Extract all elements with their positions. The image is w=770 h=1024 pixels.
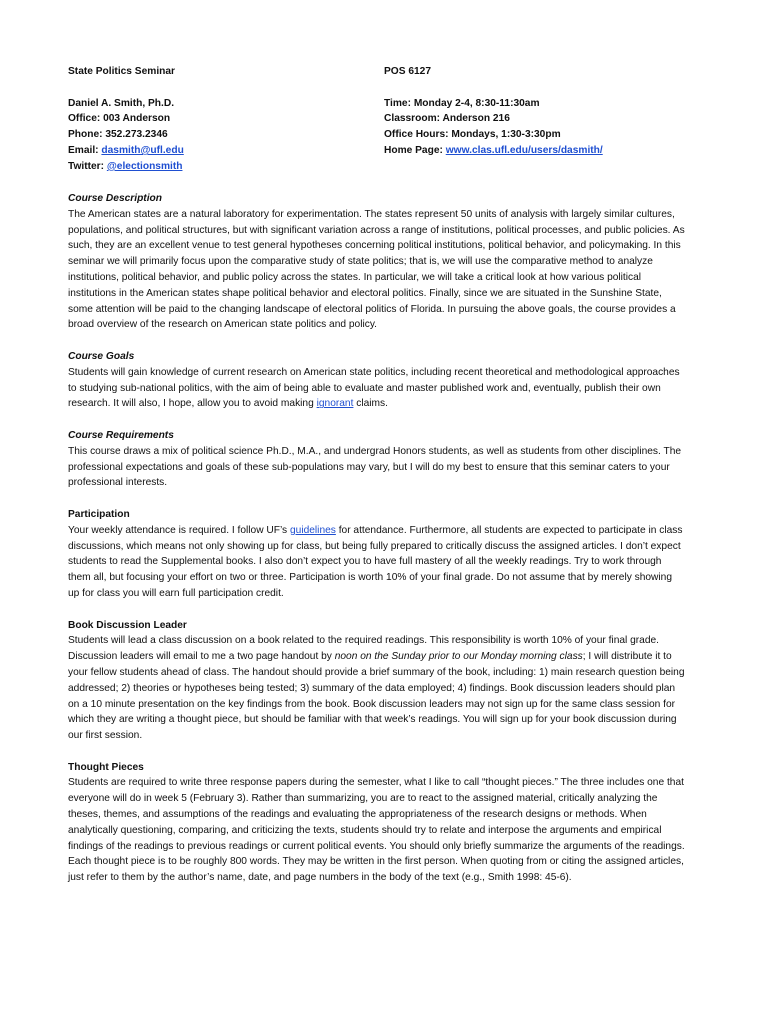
book-text-before: Students will lead a class discussion on a book related to the required readings. This responsibility is worth 10% of your final grade. Discussion leaders will email to me a two page handout by (68, 635, 660, 663)
syllabus-page (68, 64, 686, 886)
section-heading: Book Discussion Leader (68, 619, 187, 631)
homepage-line (384, 143, 694, 159)
phone: Phone: 352.273.2346 (68, 129, 168, 141)
homepage-label: Home Page: (384, 144, 446, 156)
section-text: This course draws a mix of political science Ph.D., M.A., and undergrad Honors students, as well as students from other disciplines. The professional expectations and goals of these sub-populations may vary, but I will do my best to ensure that this seminar caters to your professional interests. (68, 445, 682, 489)
meeting-time: Time: Monday 2-4, 8:30-11:30am (384, 97, 540, 109)
deadline-emphasis: noon on the Sunday prior to our Monday morning class (334, 651, 583, 663)
section-course-description (68, 191, 686, 333)
section-heading: Participation (68, 508, 130, 520)
twitter-line (68, 159, 368, 175)
section-thought-pieces (68, 760, 686, 886)
goals-text-before: Students will gain knowledge of current research on American state politics, including recent theoretical and methodological approaches to studying sub-national politics, with the aim of being able to evaluate and master published work and, eventually, publish their own research. It will also, I hope, allow you to avoid making (68, 366, 680, 410)
book-text-after: ; I will distribute it to your fellow students ahead of class. The handout should provide a brief summary of the book, including: 1) main research question being addressed; 2) theories or hypotheses being tested; 3) summary of the data employed; 4) findings. Book discussion leaders should plan on a 10 minute presentation on the key findings from the book. Book discussion leaders may not sign up for the same class session for which they are writing a thought piece, but should be familiar with that week’s readings. You will sign up for your book discussion during our first session. (68, 651, 685, 742)
classroom: Classroom: Anderson 216 (384, 113, 510, 125)
section-course-goals (68, 349, 686, 412)
email-line (68, 143, 368, 159)
twitter-label: Twitter: (68, 160, 107, 172)
twitter-link[interactable]: @electionsmith (106, 160, 183, 172)
instructor-name: Daniel A. Smith, Ph.D. (68, 97, 175, 109)
section-text: Students are required to write three response papers during the semester, what I like to call “thought pieces.” The three includes one that everyone will do in week 5 (February 3). Rather than summarizing, you are to react to the assigned material, critically analyzing the theses, themes, and assumptions of the readings and evaluating the appropriateness of the research designs or methods. When analytically questioning, comparing, and criticizing the texts, students should try to relate and interpose the arguments and empirical findings of the readings to previous readings or current political events. You should only briefly summarize the arguments of the readings. Each thought piece is to be roughly 800 words. They may be written in the first person. When quoting from or citing the assigned articles, just refer to them by the author’s name, date, and page numbers in the body of the text (e.g., Smith 1998: 45-6). (68, 777, 685, 884)
course-name: State Politics Seminar (68, 66, 176, 77)
ignorant-link[interactable]: ignorant (316, 398, 354, 410)
section-text: The American states are a natural laboratory for experimentation. The states represent 50 units of analysis with largely similar cultures, populations, and political structures, but with significant variation across a range of institutions, political processes, and public policies. As such, they are an excellent venue to test general hypotheses concerning political institutions, political behavior, and policymaking. In this seminar we will primarily focus upon the comparative study of state politics; that is, we will use the comparative method to analyze institutions, political behavior, and public policy across the states. In particular, we will take a critical look at how various political institutions in the American states shape political behavior and electoral politics. Finally, since we are situated in the Sunshine State, some attention will be paid to the changing landscape of electoral politics of Florida. In pursuing the above goals, the course provides a broad overview of the research on American state politics and policy. (68, 208, 685, 331)
office: Office: 003 Anderson (68, 113, 171, 125)
homepage-link[interactable]: www.clas.ufl.edu/users/dasmith/ (445, 144, 603, 156)
email-label: Email: (68, 144, 102, 156)
section-heading: Course Description (68, 193, 162, 204)
section-heading: Course Goals (68, 350, 135, 362)
section-text (68, 523, 686, 602)
participation-text-before: Your weekly attendance is required. I follow UF’s (68, 524, 290, 536)
course-code: POS 6127 (384, 66, 432, 77)
section-heading: Course Requirements (68, 429, 174, 441)
section-text (68, 365, 686, 412)
section-book-discussion (68, 618, 686, 744)
office-hours: Office Hours: Mondays, 1:30-3:30pm (384, 129, 561, 141)
goals-text-after: claims. (353, 398, 388, 410)
section-text (68, 633, 686, 744)
instructor-info (68, 64, 368, 175)
course-info (384, 64, 694, 159)
email-link[interactable]: dasmith@ufl.edu (101, 144, 184, 156)
section-participation (68, 507, 686, 602)
guidelines-link[interactable]: guidelines (289, 524, 336, 536)
participation-text-after: for attendance. Furthermore, all students are expected to participate in class discussions, which means not only showing up for class, but being fully prepared to critically discuss the assigned articles. I don’t expect students to read the Supplemental books. I also don’t expect you to have full mastery of all the weekly readings. Try to work through them all, but focusing your effort on two or three. Participation is worth 10% of your final grade. Do not assume that by merely showing up for class you will earn full participation credit. (68, 524, 683, 599)
syllabus-header (68, 64, 686, 182)
section-heading: Thought Pieces (68, 761, 144, 773)
section-course-requirements (68, 428, 686, 491)
